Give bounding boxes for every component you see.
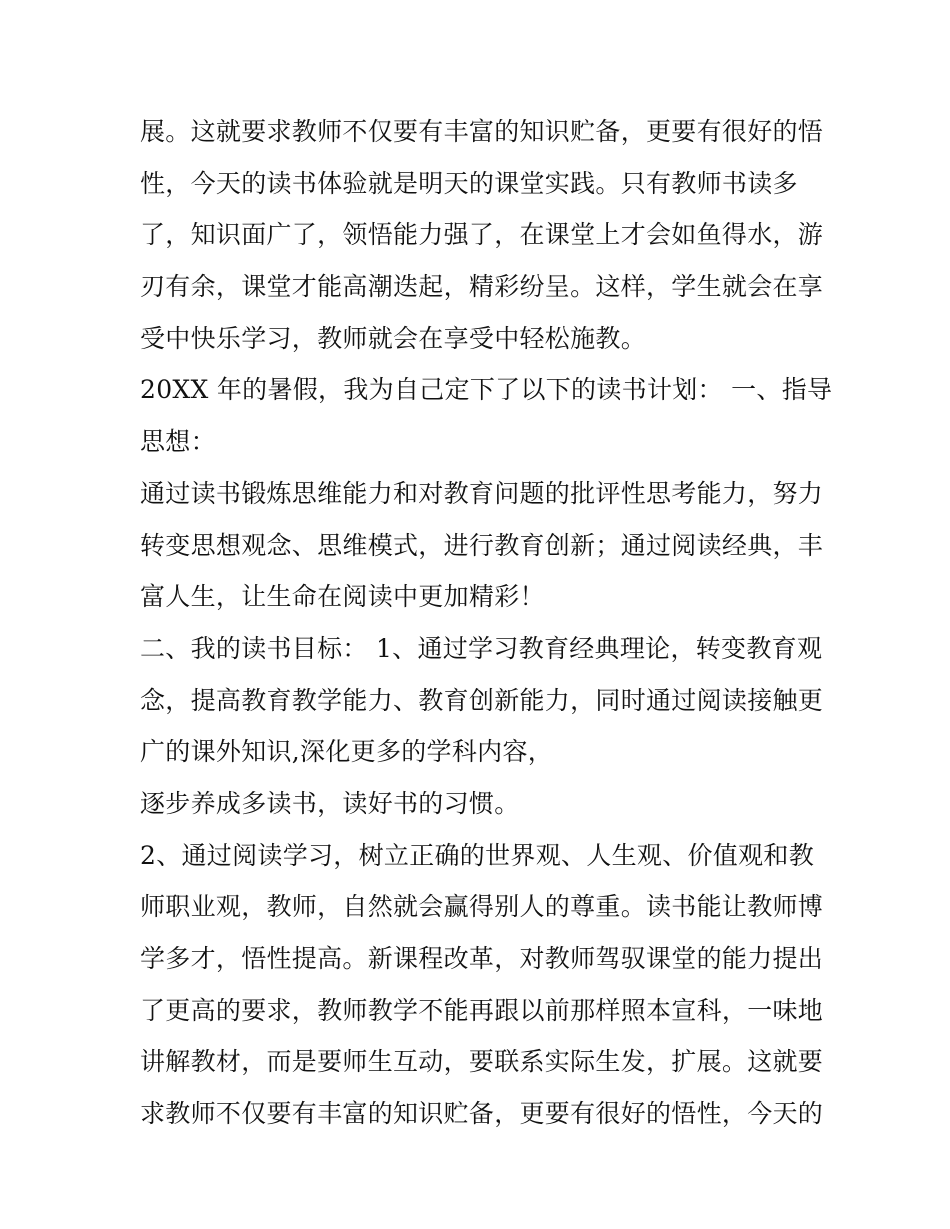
- text-line: 2、通过阅读学习，树立正确的世界观、人生观、价值观和教: [140, 840, 815, 870]
- text-line: 通过读书锻炼思维能力和对教育问题的批评性思考能力，努力: [140, 478, 824, 508]
- text-line: 二、我的读书目标： 1、通过学习教育经典理论，转变教育观: [140, 633, 823, 663]
- text-line: 性，今天的读书体验就是明天的课堂实践。只有教师书读多: [140, 168, 798, 198]
- document-body: [140, 106, 833, 1140]
- text-line: 求教师不仅要有丰富的知识贮备，更要有很好的悟性，今天的: [140, 1099, 824, 1129]
- text-line: 广的课外知识,深化更多的学科内容，: [140, 737, 554, 767]
- text-line: 了更高的要求，教师教学不能再跟以前那样照本宣科，一味地: [140, 995, 824, 1025]
- text-line: 思想：: [140, 427, 216, 457]
- text-line: 受中快乐学习，教师就会在享受中轻松施教。: [140, 323, 647, 353]
- text-line: 了，知识面广了，领悟能力强了，在课堂上才会如鱼得水，游: [140, 220, 824, 250]
- text-line: 展。这就要求教师不仅要有丰富的知识贮备，更要有很好的悟: [140, 117, 824, 146]
- text-line: 刃有余，课堂才能高潮迭起，精彩纷呈。这样，学生就会在享: [140, 272, 824, 302]
- text-line: 转变思想观念、思维模式，进行教育创新；通过阅读经典，丰: [140, 530, 824, 560]
- text-line: 讲解教材，而是要师生互动，要联系实际生发，扩展。这就要: [140, 1047, 824, 1077]
- text-line: 念，提高教育教学能力、教育创新能力，同时通过阅读接触更: [140, 685, 824, 715]
- text-line: 富人生，让生命在阅读中更加精彩！: [140, 582, 545, 612]
- text-line: 20XX 年的暑假，我为自己定下了以下的读书计划： 一、指导: [140, 375, 833, 405]
- text-line: 学多才，悟性提高。新课程改革，对教师驾驭课堂的能力提出: [140, 944, 824, 973]
- text-line: 逐步养成多读书，读好书的习惯。: [140, 788, 520, 818]
- text-line: 师职业观，教师，自然就会赢得别人的尊重。读书能让教师博: [140, 892, 824, 922]
